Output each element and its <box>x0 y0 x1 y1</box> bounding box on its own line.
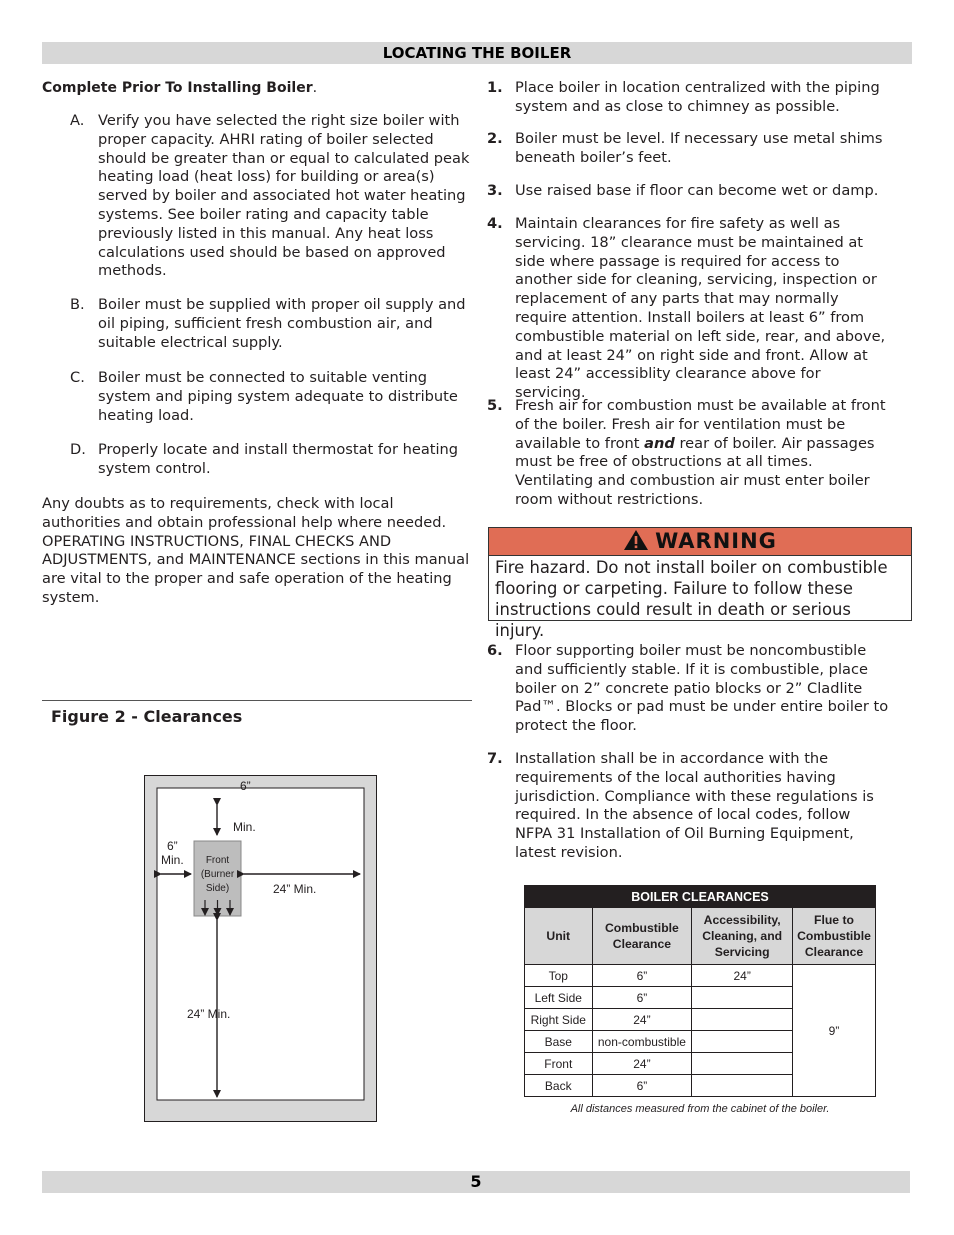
warning-title: WARNING <box>655 529 777 553</box>
step-number: 1. <box>487 79 503 96</box>
boiler-label-3: Side) <box>205 883 230 894</box>
warning-text: Fire hazard. Do not install boiler on combustible flooring or carpeting. Failure to follow these instructions could result in death or serious injury. <box>495 558 888 640</box>
item-text: Boiler must be supplied with proper oil supply and oil piping, sufficient fresh combustion air, and suitable electrical supply. <box>98 296 466 351</box>
doubts-paragraph: Any doubts as to requirements, check with local authorities and obtain professional help where needed. OPERATING INSTRUCTIONS, FINAL CHECKS AND ADJUSTMENTS, and MAINTENANCE sections in this manual are vital to the proper and safe operation of the heating system. <box>42 495 470 606</box>
table-cell: 6” <box>592 1075 692 1097</box>
clearance-diagram <box>144 775 377 1122</box>
step-number: 5. <box>487 397 503 414</box>
item-label: C. <box>70 369 85 386</box>
table-title: BOILER CLEARANCES <box>525 886 876 908</box>
step-text-part: Fresh air for combustion must be available at front of the boiler. Fresh air for ventilation must be available to front <box>515 397 886 452</box>
table-cell: 24” <box>692 965 793 987</box>
table-cell: Base <box>525 1031 593 1053</box>
table-cell <box>692 987 793 1009</box>
table-cell: 24” <box>592 1009 692 1031</box>
column-header: Unit <box>525 908 593 965</box>
item-label: D. <box>70 441 86 458</box>
step-text: Maintain clearances for fire safety as well as servicing. 18” clearance must be maintained at side where passage is required for access to another side for cleaning, servicing, inspection or replacement of any parts that may normally require attention. Install boilers at least 6” from combustible material on left side, rear, and above, and at least 24” on right side and front. Allow at least 24” accessiblity clearance above for servicing. <box>515 215 886 402</box>
figure-title: Figure 2 - Clearances <box>51 707 243 726</box>
step-number: 6. <box>487 642 503 659</box>
table-cell: Front <box>525 1053 593 1075</box>
item-text: Boiler must be connected to suitable venting system and piping system adequate to distribute heating load. <box>98 369 458 424</box>
step-text: Use raised base if floor can become wet or damp. <box>515 182 879 199</box>
table-row <box>525 965 876 987</box>
top-clearance-label-1: 6” <box>240 779 251 793</box>
column-header: Flue to Combustible Clearance <box>793 908 876 965</box>
step-text: Floor supporting boiler must be noncombustible and sufficiently stable. If it is combustible, place boiler on 2” concrete patio blocks or 2” Cladlite Pad™. Blocks or pad must be under entire boiler to protect the floor. <box>515 642 889 735</box>
boiler-clearances-table <box>524 885 876 1097</box>
step-number: 7. <box>487 750 503 767</box>
step-text-emphasis: and <box>644 434 675 452</box>
right-clearance-label: 24” Min. <box>273 882 317 896</box>
top-clearance-label-2: Min. <box>233 820 256 834</box>
table-cell: Left Side <box>525 987 593 1009</box>
prior-title <box>42 79 317 98</box>
table-cell: 6” <box>592 965 692 987</box>
step-text <box>515 397 889 510</box>
boiler-label-1: Front <box>205 855 230 866</box>
page-number: 5 <box>42 1171 910 1193</box>
prior-title-bold: Complete Prior To Installing Boiler <box>42 80 313 96</box>
figure-divider <box>42 700 472 701</box>
item-text: Verify you have selected the right size boiler with proper capacity. AHRI rating of boiler selected should be greater than or equal to calculated peak heating load (heat loss) for building or area(s) served by boiler and associated hot water heating systems. See boiler rating and capacity table previously listed in this manual. Any heat loss calculations used should be based on approved methods. <box>98 112 470 280</box>
table-cell <box>692 1009 793 1031</box>
item-text: Properly locate and install thermostat for heating system control. <box>98 441 459 477</box>
step-number: 4. <box>487 215 503 232</box>
table-cell <box>692 1075 793 1097</box>
table-note: All distances measured from the cabinet of the boiler. <box>570 1103 830 1115</box>
item-label: B. <box>70 296 85 313</box>
step-text: Place boiler in location centralized with the piping system and as close to chimney as possible. <box>515 79 880 115</box>
table-cell: 6” <box>592 987 692 1009</box>
prior-title-tail: . <box>312 80 318 96</box>
boiler-label-2: (Burner <box>200 869 235 880</box>
column-header: Accessibility, Cleaning, and Servicing <box>692 908 793 965</box>
warning-icon <box>623 529 649 551</box>
warning-header <box>489 528 911 556</box>
step-text-part: rear of boiler. Air passages must be free of obstructions at all times. Ventilating and combustion air must enter boiler room without restrictions. <box>515 434 875 508</box>
flue-clearance-cell: 9” <box>793 965 876 1097</box>
column-header: Combustible Clearance <box>592 908 692 965</box>
item-label: A. <box>70 112 85 129</box>
step-text: Boiler must be level. If necessary use metal shims beneath boiler’s feet. <box>515 130 883 166</box>
left-clearance-label-2: Min. <box>161 853 184 867</box>
table-cell: non-combustible <box>592 1031 692 1053</box>
step-text: Installation shall be in accordance with the requirements of the local authorities having jurisdiction. Compliance with these regulations is required. In the absence of local codes, follow NFPA 31 Installation of Oil Burning Equipment, latest revision. <box>515 750 874 861</box>
step-number: 2. <box>487 130 503 147</box>
warning-box <box>488 527 912 640</box>
table-cell: Right Side <box>525 1009 593 1031</box>
table-cell: Top <box>525 965 593 987</box>
step-number: 3. <box>487 182 503 199</box>
left-clearance-label-1: 6” <box>167 839 178 853</box>
table-cell <box>692 1053 793 1075</box>
table-cell: Back <box>525 1075 593 1097</box>
room-floor <box>157 788 364 1100</box>
section-header: LOCATING THE BOILER <box>42 42 912 64</box>
table-cell <box>692 1031 793 1053</box>
front-clearance-label: 24” Min. <box>187 1007 231 1021</box>
table-cell: 24” <box>592 1053 692 1075</box>
